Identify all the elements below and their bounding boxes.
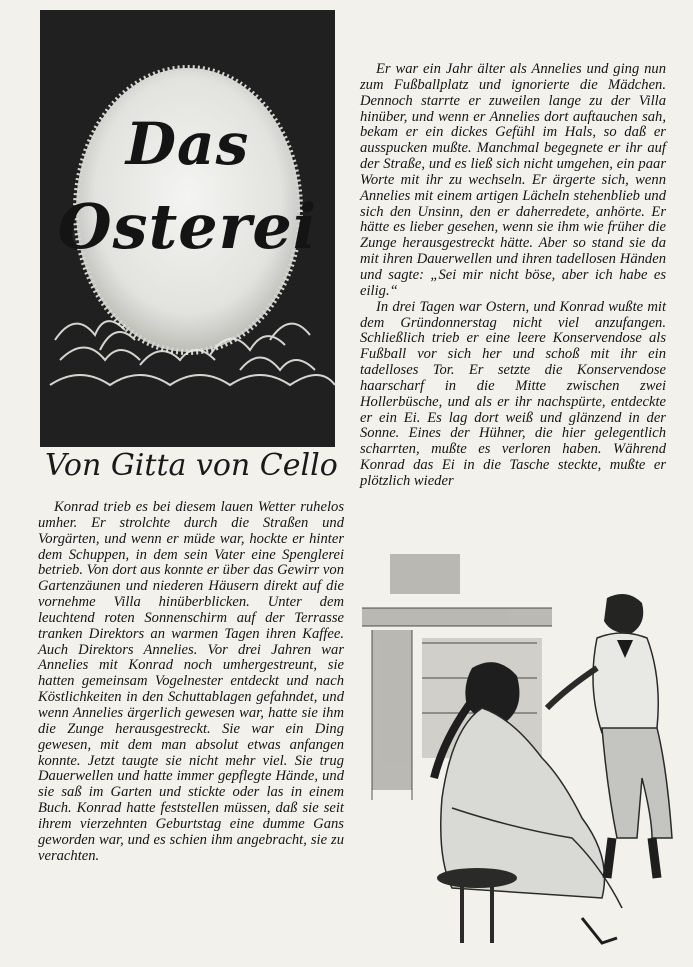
story-illustration <box>362 548 690 958</box>
title-artwork <box>40 10 335 447</box>
paragraph: Er war ein Jahr älter als Annelies und ging nun zum Fußballplatz und ignorierte die Mädchen. Dennoch starrte er zuweilen lange zu der Villa hinüber, und wenn er Annelies dort auftauchen sah, bekam er ein dickes Gefühl im Hals, so daß er ausspucken mußte. Manchmal begegnete er ihr auf der Straße, und es ließ sich nicht umgehen, ein paar Worte mit ihr zu wechseln. Er ärgerte sich, wenn Annelies mit einem artigen Lächeln stehenblieb und sich den Unsinn, den er daherredete, anhörte. Er hätte es lieber gesehen, wenn sie ihm wie früher die Zunge herausgestreckt hätte. Aber so stand sie da mit ihren Dauerwellen und ihren tadellosen Händen und sagte: „Sei mir nicht böse, aber ich habe es eilig.“ <box>360 61 666 299</box>
author-byline: Von Gitta von Cello <box>45 448 338 483</box>
paragraph: In drei Tagen war Ostern, und Konrad wußte mit dem Gründonnerstag nicht viel anzufangen. Schließlich trieb er eine leere Konservendose als Fußball vor sich her und schoß mit ihr ein tadelloses Tor. Er setzte die Konservendose haarscharf in die Mitte zwischen zwei Hollerbüsche, und als er ihr nachspürte, entdeckte er ein Ei. Es lag dort weiß und glänzend in der Sonne. Eines der Hühner, die hier gelegentlich scharrten, mußte es verloren haben. Während Konrad das Ei in die Tasche steckte, mußte er plötzlich wieder <box>360 298 666 489</box>
title-line-2: Osterei <box>57 190 318 263</box>
paragraph: Konrad trieb es bei diesem lauen Wetter ruhelos umher. Er strolchte durch die Straßen und Vorgärten, und wenn er müde war, hockte er hinter dem Schuppen, in dem sein Vater eine Spenglerei betrieb. Von dort aus konnte er über das Gewirr von Gartenzäunen und niederen Häusern direkt auf die vornehme Villa hinüberblicken. Unter dem leuchtend roten Sonnenschirm auf der Terrasse tranken Direktors an warmen Tagen ihren Kaffee. Auch Direktors Annelies. Vor drei Jahren war Annelies mit Konrad noch umhergestreunt, sie hatten gemeinsam Vogelnester entdeckt und nach Köstlichkeiten in den Schuttablagen gefahndet, und wenn Annelies ärgerlich gewesen war, hatte sie ihm die Zunge herausgestreckt. Sie war ein Ding gewesen, mit dem man absolut etwas anfangen konnte. Jetzt taugte sie nicht mehr viel. Sie trug Dauerwellen und hatte immer gepflegte Hände, und sie saß im Garten und stickte oder las in einem Buch. Konrad hatte feststellen müssen, daß sie seit ihrem vierzehnten Geburtstag eine dumme Gans geworden war, und es schien ihm angebracht, sie zu verachten. <box>38 499 344 864</box>
left-column <box>38 500 344 864</box>
title-line-1: Das <box>125 110 250 178</box>
right-column <box>360 62 666 490</box>
